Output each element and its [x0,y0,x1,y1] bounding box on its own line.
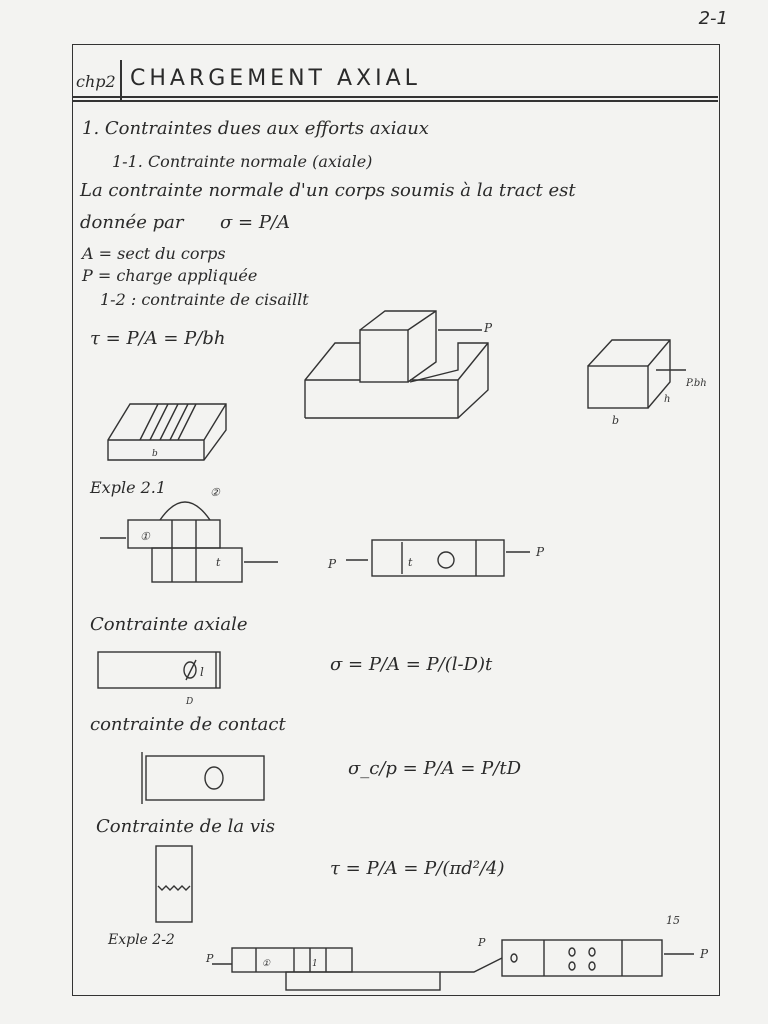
label-l: l [200,665,204,679]
label-t-b: t [408,556,413,569]
screw-stress-heading: Contrainte de la vis [96,816,275,837]
screw-stress-formula: τ = P/A = P/(πd²/4) [330,858,505,879]
label-one: 1 [312,959,318,969]
definition-P: P = charge appliquée [82,266,258,285]
contact-stress-heading: contrainte de contact [90,714,286,735]
axial-stress-formula: σ = P/A = P/(l-D)t [330,654,493,675]
label-circ2-a: ② [210,486,220,499]
label-t-a: t [216,556,221,569]
label-h: h [664,394,671,405]
hatched-plate-sketch [108,404,226,460]
small-block-sketch [588,340,707,427]
label-15: 15 [666,914,680,927]
definition-A: A = sect du corps [82,244,226,263]
contact-stress-formula: σ_c/p = P/A = P/tD [348,758,522,779]
example1-bar-sketch [327,540,545,576]
formula-sigma: σ = P/A [220,212,290,233]
example2-sketch [205,914,709,990]
label-P-shear: P [484,321,493,335]
screw-sketch [156,846,192,922]
page-number: 2-1 [698,8,728,29]
label-P-ex2-mid: P [478,936,486,949]
page-title: CHARGEMENT AXIAL [130,66,421,91]
chapter-tag: chp2 [76,72,116,91]
label-circ1-b: ① [262,959,271,969]
formula-tau: τ = P/A = P/bh [90,328,226,349]
label-P-right: P [536,545,545,559]
subsection-heading-1-1: 1-1. Contrainte normale (axiale) [112,152,373,171]
example-label-1: Exple 2.1 [90,478,167,497]
subsection-heading-1-2: 1-2 : contrainte de cisaillt [100,290,309,309]
paragraph-line-2: donnée par [80,212,184,233]
label-P-ex2-right: P [700,947,709,961]
label-circ1-a: ① [140,530,150,543]
example1-joint-sketch [100,486,278,582]
label-Pbh: P.bh [686,378,707,389]
paragraph-line-1: La contrainte normale d'un corps soumis à la tract est [80,180,576,201]
label-b-small: b [612,414,620,427]
axial-bar-sketch [98,652,220,707]
label-D-axial: D [186,697,194,707]
section-heading-1: 1. Contraintes dues aux efforts axiaux [82,118,429,139]
contact-bar-sketch [142,752,264,804]
label-b-plate: b [152,449,158,459]
label-P-ex2: P [206,952,214,965]
example-label-2: Exple 2-2 [108,932,175,948]
axial-stress-heading: Contrainte axiale [90,614,248,635]
label-P-left: P [328,557,337,571]
shear-block-sketch [305,311,493,418]
